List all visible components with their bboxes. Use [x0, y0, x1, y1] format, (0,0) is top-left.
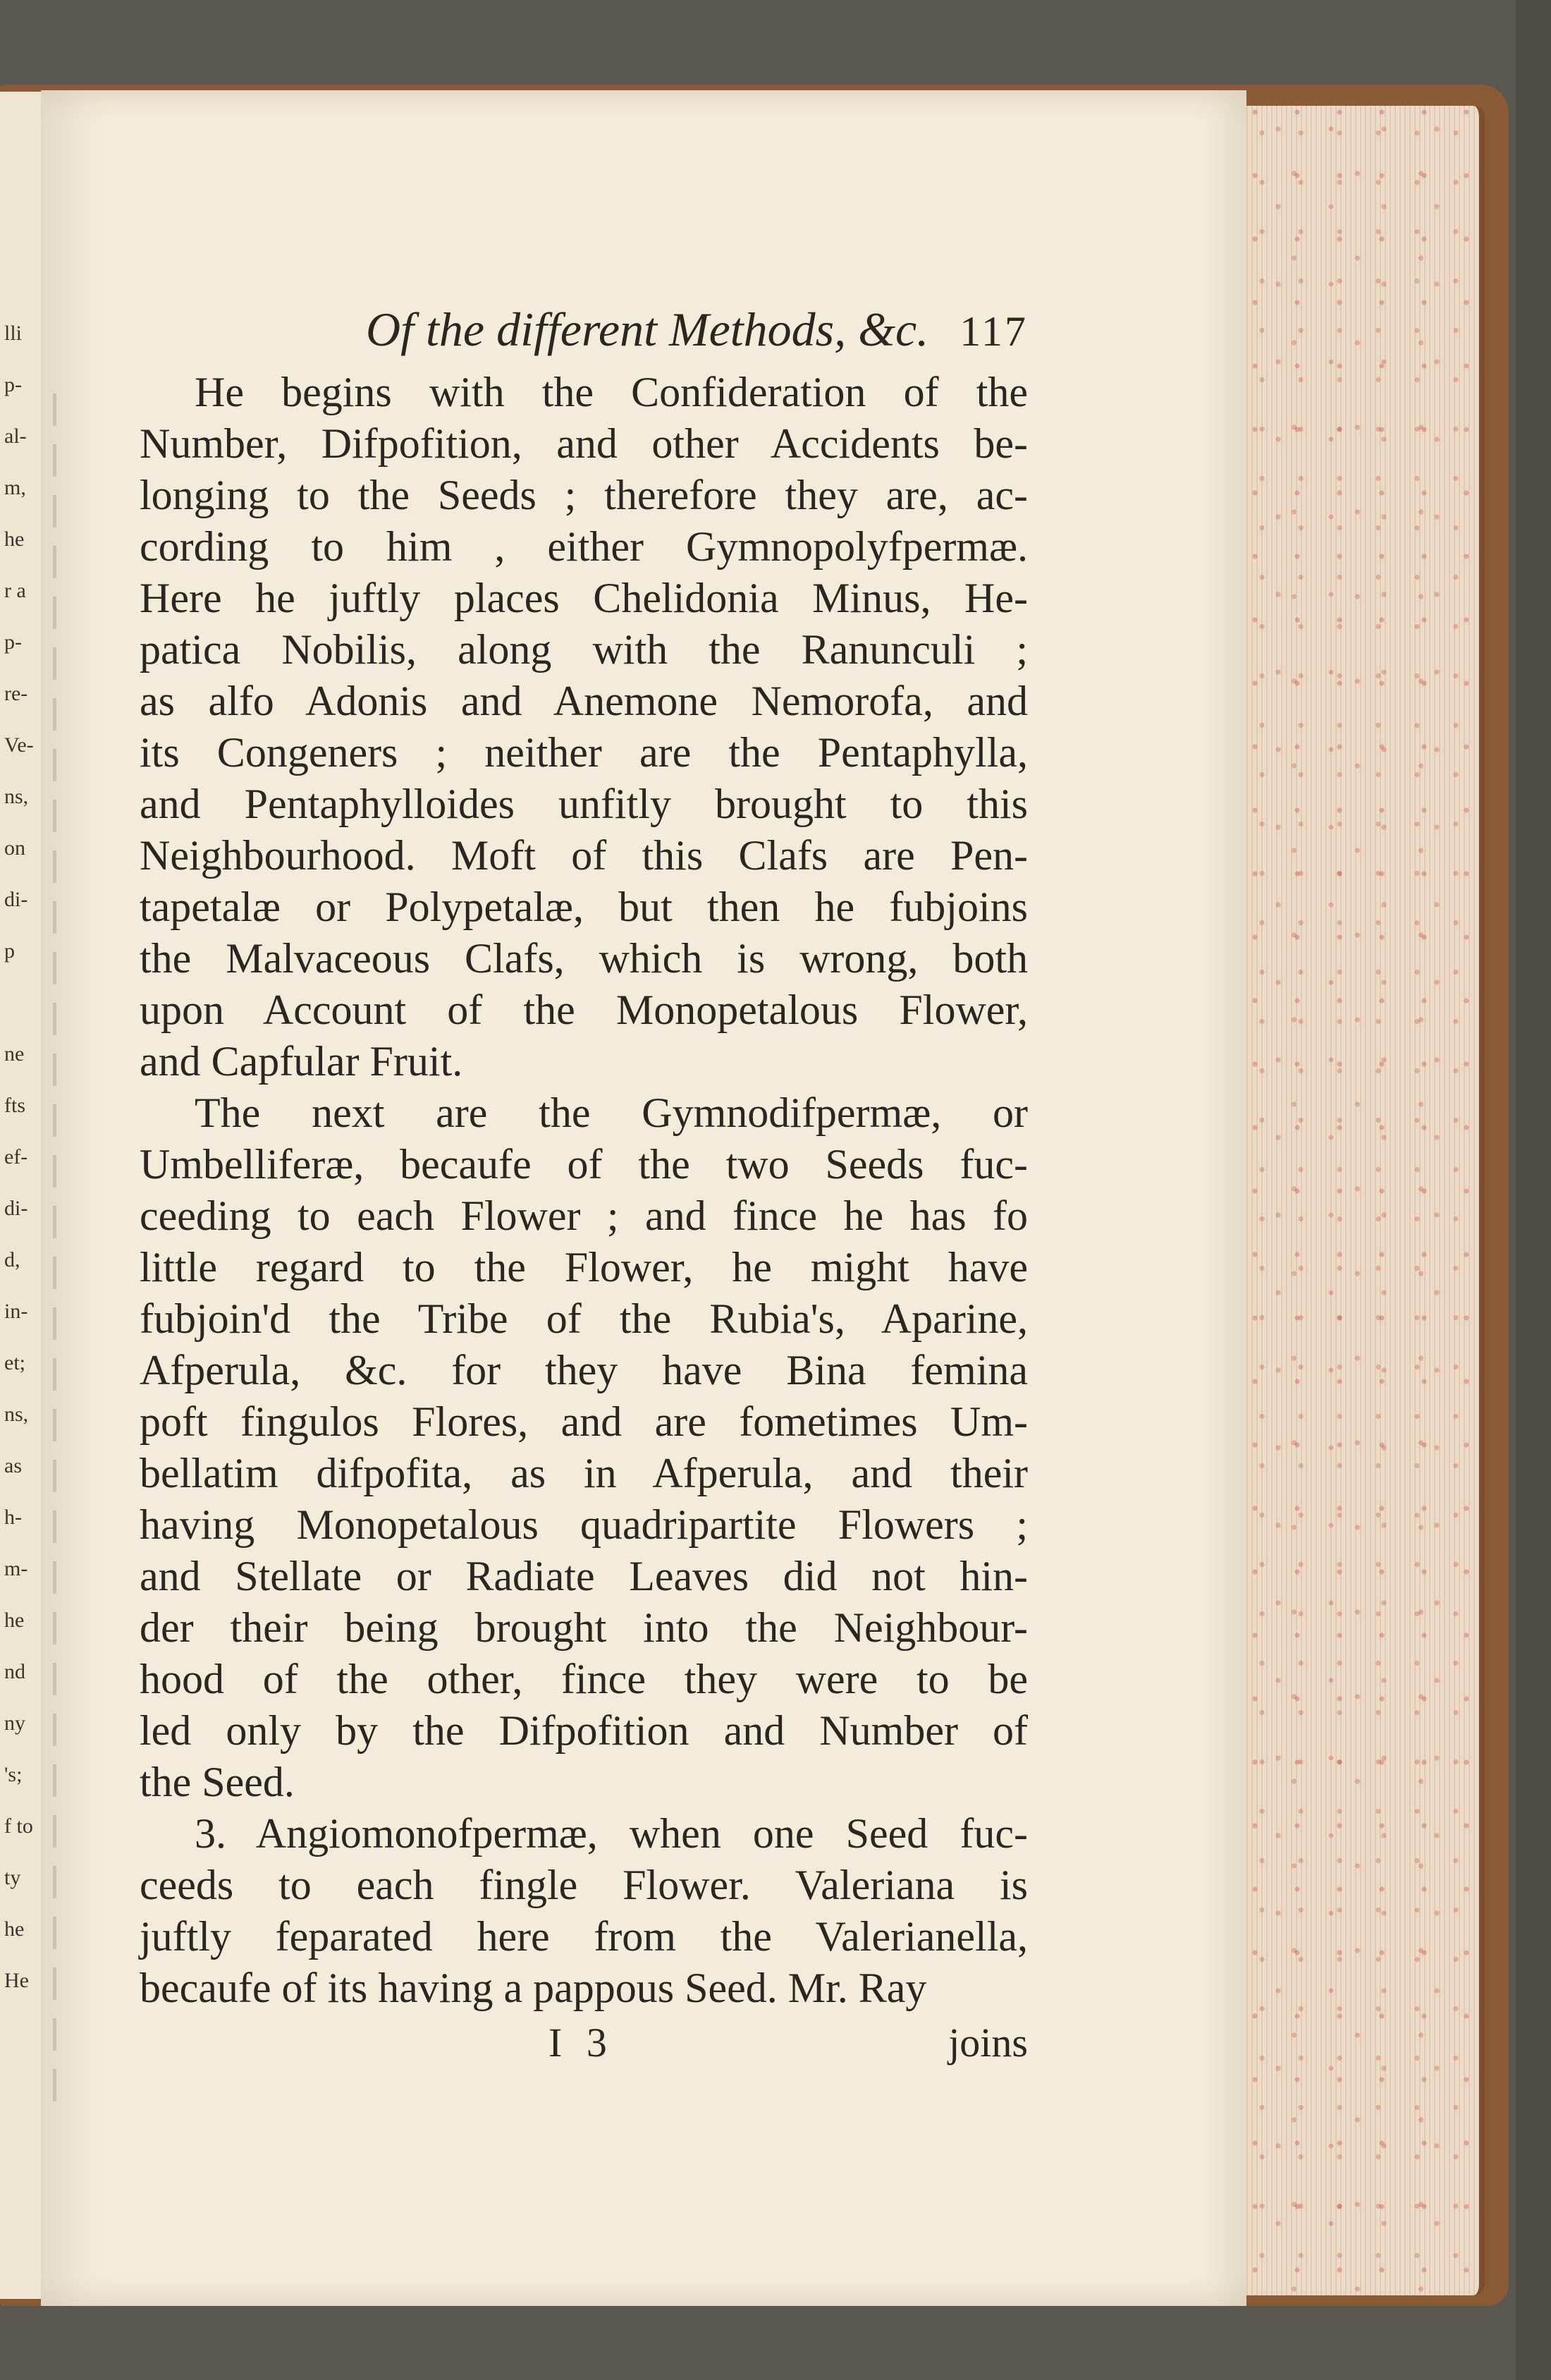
gutter-mark: [53, 1561, 56, 1594]
text-line: little regard to the Flower, he might have: [140, 1244, 1028, 1290]
left-page-fragment: he: [4, 1917, 25, 1941]
running-head: [175, 302, 1028, 367]
text-line: Neighbourhood. Moft of this Clafs are Pen-: [140, 832, 1028, 879]
text-line: The next are the Gymnodifpermæ, or: [195, 1090, 1028, 1136]
text-line: der their being brought into the Neighbour-: [140, 1604, 1028, 1651]
background: [1516, 0, 1551, 2380]
gutter-mark: [53, 1257, 56, 1289]
gutter-mark: [53, 1815, 56, 1848]
text-line: 3. Angiomonofpermæ, when one Seed fuc-: [195, 1810, 1028, 1857]
left-page-fragment: h-: [4, 1506, 22, 1529]
gutter-mark: [53, 800, 56, 832]
gutter-mark: [53, 2018, 56, 2051]
catchword: joins: [948, 2020, 1028, 2065]
left-page-fragment: as: [4, 1454, 22, 1477]
text-line: and Stellate or Radiate Leaves did not hin-: [140, 1553, 1028, 1599]
text-line: Number, Difpofition, and other Accidents be-: [140, 420, 1028, 467]
page-block-edge: [1246, 106, 1485, 2295]
left-page-fragment: al-: [4, 425, 27, 448]
gutter-mark: [53, 495, 56, 527]
left-page-fragment: fts: [4, 1094, 25, 1117]
gutter-mark: [53, 393, 56, 426]
left-page-fragment: et;: [4, 1351, 25, 1374]
text-line: Umbelliferæ, becaufe of the two Seeds fuc-: [140, 1141, 1028, 1188]
text-line: hood of the other, fince they were to be: [140, 1656, 1028, 1702]
text-line: fubjoin'd the Tribe of the Rubia's, Aparine,: [140, 1295, 1028, 1342]
gutter-mark: [53, 1663, 56, 1695]
gutter-mark: [53, 1866, 56, 1898]
gutter-mark: [53, 2069, 56, 2101]
gutter-mark: [53, 901, 56, 934]
left-page-fragment: ef-: [4, 1145, 28, 1168]
gutter-mark: [53, 1054, 56, 1086]
left-page-fragment: ns,: [4, 1403, 29, 1426]
left-page-fragment: m-: [4, 1557, 28, 1580]
gutter-mark: [53, 444, 56, 477]
gutter-mark: [53, 1358, 56, 1391]
left-page-fragment: f to: [4, 1814, 33, 1838]
text-line: poft fingulos Flores, and are fometimes Um-: [140, 1398, 1028, 1445]
left-page-fragment: He: [4, 1969, 29, 1992]
text-line: Here he juftly places Chelidonia Minus, He-: [140, 575, 1028, 621]
left-page-fragment: di-: [4, 888, 28, 911]
gutter-mark: [53, 597, 56, 629]
text-line: the Malvaceous Clafs, which is wrong, both: [140, 935, 1028, 982]
left-page-fragment: on: [4, 836, 25, 860]
text-line: upon Account of the Monopetalous Flower,: [140, 987, 1028, 1033]
text-line: bellatim difpofita, as in Afperula, and their: [140, 1450, 1028, 1496]
text-line: led only by the Difpofition and Number of: [140, 1707, 1028, 1754]
text-line: and Pentaphylloides unfitly brought to this: [140, 781, 1028, 827]
gutter-mark: [53, 749, 56, 781]
gutter-mark: [53, 1460, 56, 1492]
text-line: ceeding to each Flower ; and fince he has fo: [140, 1192, 1028, 1239]
text-line: having Monopetalous quadripartite Flowers ;: [140, 1501, 1028, 1548]
text-block: [140, 302, 1028, 2068]
gutter-mark: [53, 1967, 56, 2000]
left-page-fragment: ty: [4, 1866, 21, 1889]
text-line: Afperula, &c. for they have Bina femina: [140, 1347, 1028, 1393]
left-page-fragment: ns,: [4, 785, 29, 808]
gutter-mark: [53, 1003, 56, 1035]
page-number: 117: [960, 308, 1028, 355]
left-page-fragment: d,: [4, 1248, 20, 1271]
left-page-fragment: ne: [4, 1042, 25, 1066]
gutter-mark: [53, 850, 56, 883]
previous-page-edge: [0, 92, 43, 2299]
left-page-fragment: p: [4, 939, 15, 963]
left-page-fragment: p-: [4, 630, 22, 654]
gutter-mark: [53, 1917, 56, 1949]
text-line: longing to the Seeds ; therefore they are, ac-: [140, 472, 1028, 518]
gutter-mark: [53, 1612, 56, 1644]
text-line: as alfo Adonis and Anemone Nemorofa, and: [140, 678, 1028, 724]
text-line: ceeds to each fingle Flower. Valeriana is: [140, 1862, 1028, 1908]
gutter-mark: [53, 1409, 56, 1441]
left-page-fragment: di-: [4, 1197, 28, 1220]
left-page-fragment: m,: [4, 476, 26, 499]
text-line: its Congeners ; neither are the Pentaphylla,: [140, 729, 1028, 776]
text-line: juftly feparated here from the Valerianella,: [140, 1913, 1028, 1960]
gutter-mark: [53, 647, 56, 680]
gutter-mark: [53, 1511, 56, 1543]
text-line: and Capfular Fruit.: [140, 1038, 463, 1085]
text-line: cording to him , either Gymnopolyfpermæ.: [140, 523, 1028, 570]
text-line: becaufe of its having a pappous Seed. Mr. Ray: [140, 1965, 927, 2011]
gutter-bleed: [47, 393, 62, 2121]
gutter-mark: [53, 1206, 56, 1238]
left-page-fragment: ny: [4, 1711, 25, 1735]
text-line: He begins with the Confideration of the: [195, 369, 1028, 415]
gutter-mark: [53, 1155, 56, 1188]
page: [41, 90, 1246, 2306]
text-line: patica Nobilis, along with the Ranunculi ;: [140, 626, 1028, 673]
left-page-fragment: Ve-: [4, 733, 34, 757]
left-page-fragment: p-: [4, 373, 22, 396]
gutter-mark: [53, 1307, 56, 1340]
gutter-mark: [53, 952, 56, 984]
running-head-title: Of the different Methods, &c.: [366, 303, 929, 356]
left-page-fragment: [4, 987, 38, 1019]
left-page-fragment: in-: [4, 1300, 28, 1323]
page-footer: [140, 2017, 1028, 2068]
text-line: the Seed.: [140, 1759, 295, 1805]
gutter-mark: [53, 1104, 56, 1137]
text-line: tapetalæ or Polypetalæ, but then he fubjoins: [140, 884, 1028, 930]
left-page-fragment: r a: [4, 579, 26, 602]
left-page-fragment: 's;: [4, 1763, 23, 1786]
gutter-mark: [53, 546, 56, 578]
signature-mark: I 3: [548, 2020, 614, 2065]
gutter-mark: [53, 1714, 56, 1746]
left-page-fragment: lli: [4, 322, 23, 345]
left-page-fragment: he: [4, 527, 25, 551]
left-page-fragment: nd: [4, 1660, 25, 1683]
gutter-mark: [53, 698, 56, 731]
left-page-fragment: he: [4, 1609, 25, 1632]
gutter-mark: [53, 1764, 56, 1797]
left-page-fragment: re-: [4, 682, 28, 705]
body-text: [140, 367, 1028, 2014]
